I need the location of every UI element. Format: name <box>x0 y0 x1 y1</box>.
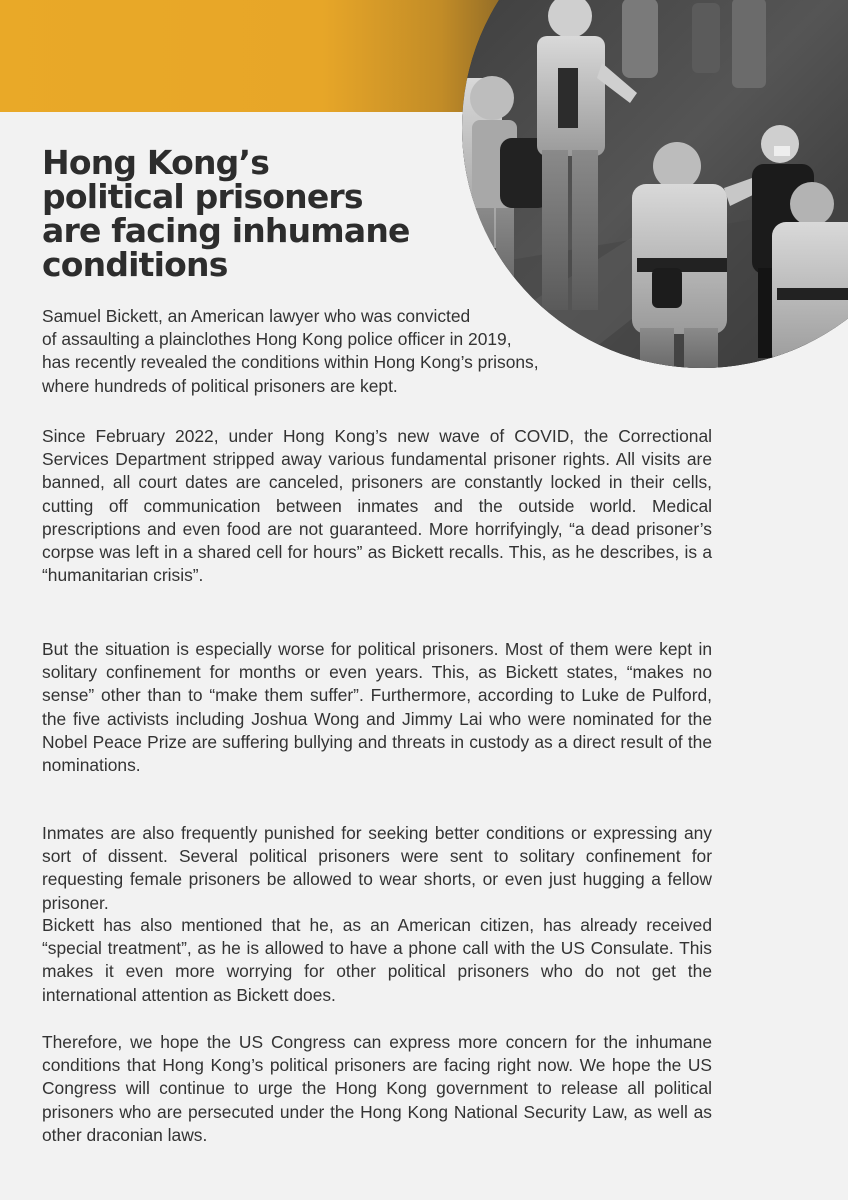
title-line: Hong Kong’s <box>42 143 270 182</box>
body-paragraph-punishment: Inmates are also frequently punished for seeking better conditions or expressing any sort of dissent. Several political prisoners were sent to solitary confinement for requesting female prisoners be allowed to wear shorts, or even just hugging a fellow prisoner. <box>42 823 712 913</box>
body-paragraph-covid-conditions: Since February 2022, under Hong Kong’s new wave of COVID, the Correctional Services Department stripped away various fundamental prisoner rights. All visits are banned, all court dates are canceled, prisoners are constantly locked in their cells, cutting off communication between inmates and the outside world. Medical prescriptions and even food are not guaranteed. More horrifyingly, “a dead prisoner’s corpse was left in a shared cell for hours” as Bickett recalls. This, as he describes, is a “humanitarian crisis”. <box>42 426 712 586</box>
article-title <box>42 143 472 284</box>
body-paragraph-solitary-confinement: But the situation is especially worse for political prisoners. Most of them were kept in solitary confinement for months or even years. This, as Bickett states, “makes no sense” other than to “make them suffer”. Furthermore, according to Luke de Pulford, the five activists including Joshua Wong and Jimmy Lai who were nominated for the Nobel Peace Prize are suffering bullying and threats in custody as a direct result of the nominations. <box>42 639 712 776</box>
intro-line: has recently revealed the conditions within Hong Kong’s prisons, <box>42 352 539 373</box>
intro-paragraph <box>42 305 622 398</box>
body-paragraph-call-to-action: Therefore, we hope the US Congress can express more concern for the inhumane conditions that Hong Kong’s political prisoners are facing right now. We hope the US Congress will continue to urge the Hong Kong government to release all political prisoners who are persecuted under the Hong Kong National Security Law, as well as other draconian laws. <box>42 1032 712 1145</box>
title-line: political prisoners <box>42 177 363 216</box>
intro-line: where hundreds of political prisoners are kept. <box>42 375 398 396</box>
title-line: are facing inhumane <box>42 211 410 250</box>
title-line: conditions <box>42 245 228 284</box>
intro-line: Samuel Bickett, an American lawyer who was convicted <box>42 306 471 326</box>
intro-line: of assaulting a plainclothes Hong Kong police officer in 2019, <box>42 329 512 350</box>
body-paragraph-special-treatment: Bickett has also mentioned that he, as an American citizen, has already received “special treatment”, as he is allowed to have a phone call with the US Consulate. This makes it even more worrying for other political prisoners who do not get the international attention as Bickett does. <box>42 915 712 1005</box>
